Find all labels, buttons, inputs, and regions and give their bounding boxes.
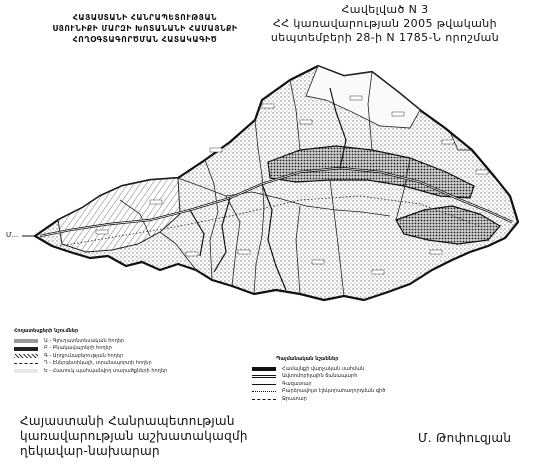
legend-item: [252, 381, 412, 389]
legend-swatch: [14, 369, 38, 373]
legend-item-label: Բ - Բնակավայրերի հողեր: [44, 345, 112, 351]
legend-item: [14, 353, 184, 361]
legend-item-label: Ջրատար: [282, 395, 307, 402]
legend-item: [252, 366, 412, 374]
legend-item-label: Ե - Հատուկ պահպանվող տարածքների հողեր: [44, 367, 168, 374]
signatory-line: կառավարության աշխատակազմի: [20, 429, 248, 443]
legend-swatch: [252, 384, 276, 385]
legend-item: [14, 345, 184, 353]
legend-swatch: [252, 399, 276, 400]
legend-swatch: [14, 354, 38, 358]
map-edge-label: Մ...: [6, 231, 19, 239]
legend-title: Հողատեսքերի նշումներ: [14, 328, 79, 334]
legend-item: [252, 373, 412, 381]
legend-item: [252, 396, 412, 404]
land-category-legend: [14, 328, 184, 375]
legend-item: [14, 360, 184, 368]
appendix-decision-line: ՀՀ կառավարության 2005 թվականի: [272, 17, 497, 30]
legend-swatch: [252, 375, 276, 378]
signatory-name: Մ. Թոփուզյան: [418, 431, 512, 445]
map-symbols-legend: [252, 356, 412, 403]
legend-item: [14, 338, 184, 346]
legend-swatch: [14, 339, 38, 343]
legend-item-label: Համայնքի վարչական սահման: [282, 365, 365, 372]
signatory-line: ղեկավար-նախարար: [20, 444, 160, 458]
legend-swatch: [252, 367, 276, 371]
appendix-number: Հավելված N 3: [341, 3, 429, 16]
legend-swatch: [252, 391, 276, 392]
appendix-decision-line: սեպտեմբերի 28-ի N 1785-Ն որոշման: [270, 31, 500, 44]
legend-title: Պայմանական նշաններ: [276, 356, 339, 362]
title-line: ՍՅՈՒՆԻՔԻ ՄԱՐԶԻ ԽՈՏԱՆԱՆԻ ՀԱՄԱՅՆՔԻ: [52, 24, 238, 33]
title-line: ՀՈՂՕԳՏԱԳՈՐԾՄԱՆ ՀԱՏԱԿԱԳԻԾ: [72, 35, 218, 44]
legend-item: [14, 368, 184, 376]
title-line: ՀԱՅԱՍՏԱՆԻ ՀԱՆՐԱՊԵՏՈՒԹՅԱՆ: [72, 13, 218, 22]
legend-item-label: Դ - Էներգետիկայի, տրանսպորտի հողեր: [44, 360, 152, 366]
legend-item-label: Գ - Արդյունաբերության հողեր: [44, 352, 124, 359]
legend-item-label: Բարձրավոլտ էլեկտրահաղորդման գիծ: [282, 388, 386, 394]
signatory-line: Հայաստանի Հանրապետության: [20, 414, 235, 428]
legend-swatch: [14, 363, 38, 364]
legend-item-label: Ավտոմոբիլային ճանապարհ: [282, 373, 358, 379]
legend-swatch: [14, 347, 38, 351]
legend-item-label: Գազատար: [282, 380, 312, 387]
signatory-position: [20, 414, 248, 459]
legend-item: [252, 388, 412, 396]
legend-item-label: Ա - Գյուղատնտեսական հողեր: [44, 337, 125, 344]
